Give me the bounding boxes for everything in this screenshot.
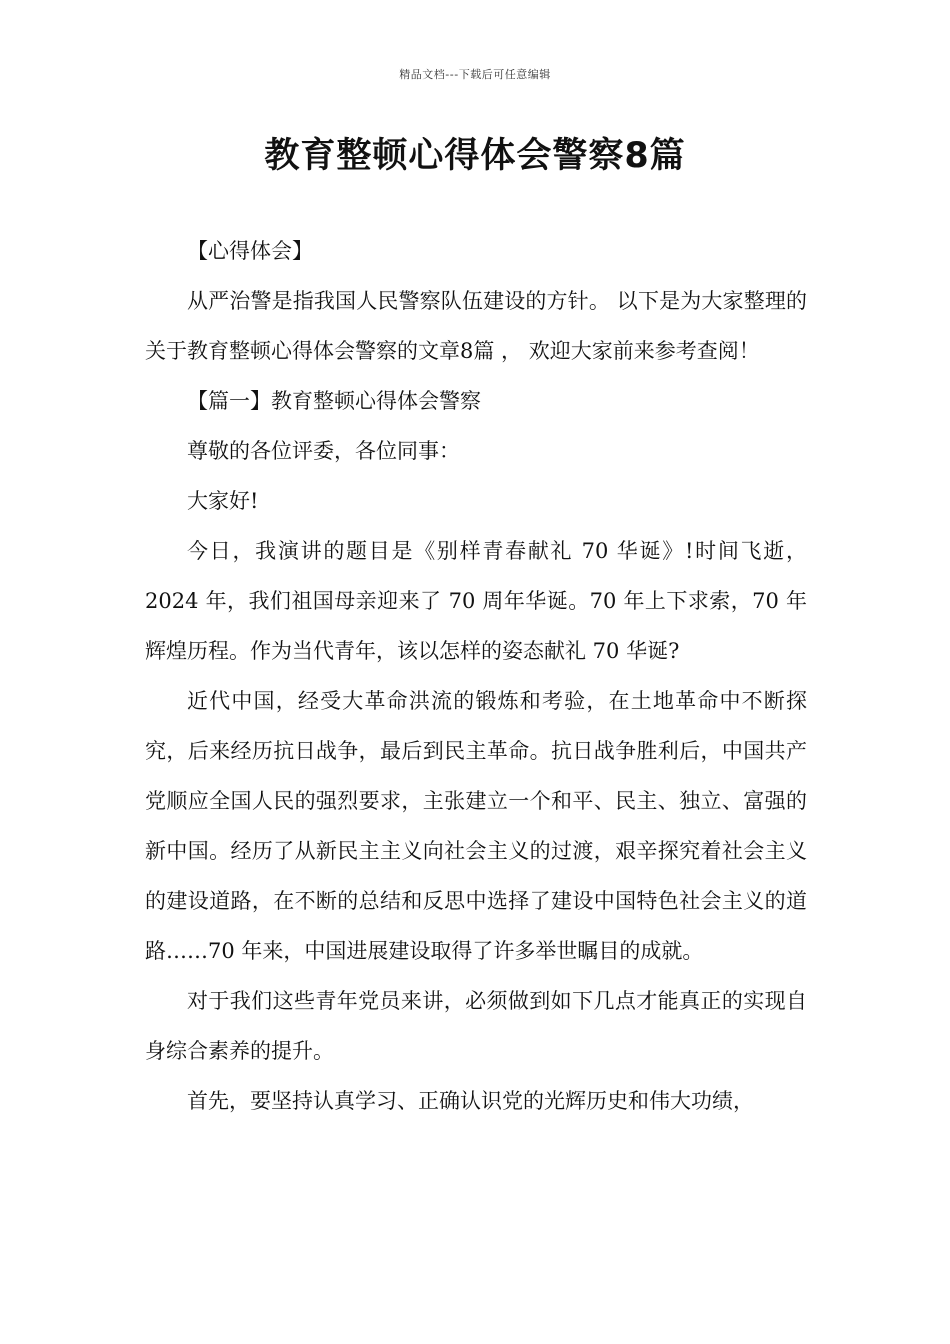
salutation: 尊敬的各位评委，各位同事：: [187, 439, 460, 463]
body-paragraph: 今日，我演讲的题目是《别样青春献礼 70 华诞》!时间飞逝，2024 年，我们祖国母亲迎来了 70 周年华诞。70 年上下求索，70 年辉煌历程。作为当代青年，该以怎样的姿态献礼 70 华诞?: [145, 539, 807, 663]
document-body: [145, 226, 807, 1126]
document-title: 教育整顿心得体会警察8篇: [264, 136, 686, 176]
body-paragraph: 近代中国，经受大革命洪流的锻炼和考验，在土地革命中不断探究，后来经历抗日战争，最后到民主革命。抗日战争胜利后，中国共产党顺应全国人民的强烈要求，主张建立一个和平、民主、独立、富强的新中国。经历了从新民主主义向社会主义的过渡，艰辛探究着社会主义的建设道路，在不断的总结和反思中选择了建设中国特色社会主义的道路……70 年来，中国进展建设取得了许多举世瞩目的成就。: [145, 689, 807, 963]
intro-paragraph: 从严治警是指我国人民警察队伍建设的方针。 以下是为大家整理的关于教育整顿心得体会警察的文章8篇 ， 欢迎大家前来参考查阅！: [145, 289, 807, 363]
section-label: 【心得体会】: [187, 239, 313, 263]
header-note: 精品文档---下载后可任意编辑: [399, 68, 551, 81]
greeting: 大家好!: [187, 489, 259, 513]
body-paragraph: 对于我们这些青年党员来讲，必须做到如下几点才能真正的实现自身综合素养的提升。: [145, 989, 807, 1063]
chapter-heading: 【篇一】教育整顿心得体会警察: [187, 389, 481, 413]
body-paragraph: 首先，要坚持认真学习、正确认识党的光辉历史和伟大功绩，: [187, 1089, 754, 1113]
